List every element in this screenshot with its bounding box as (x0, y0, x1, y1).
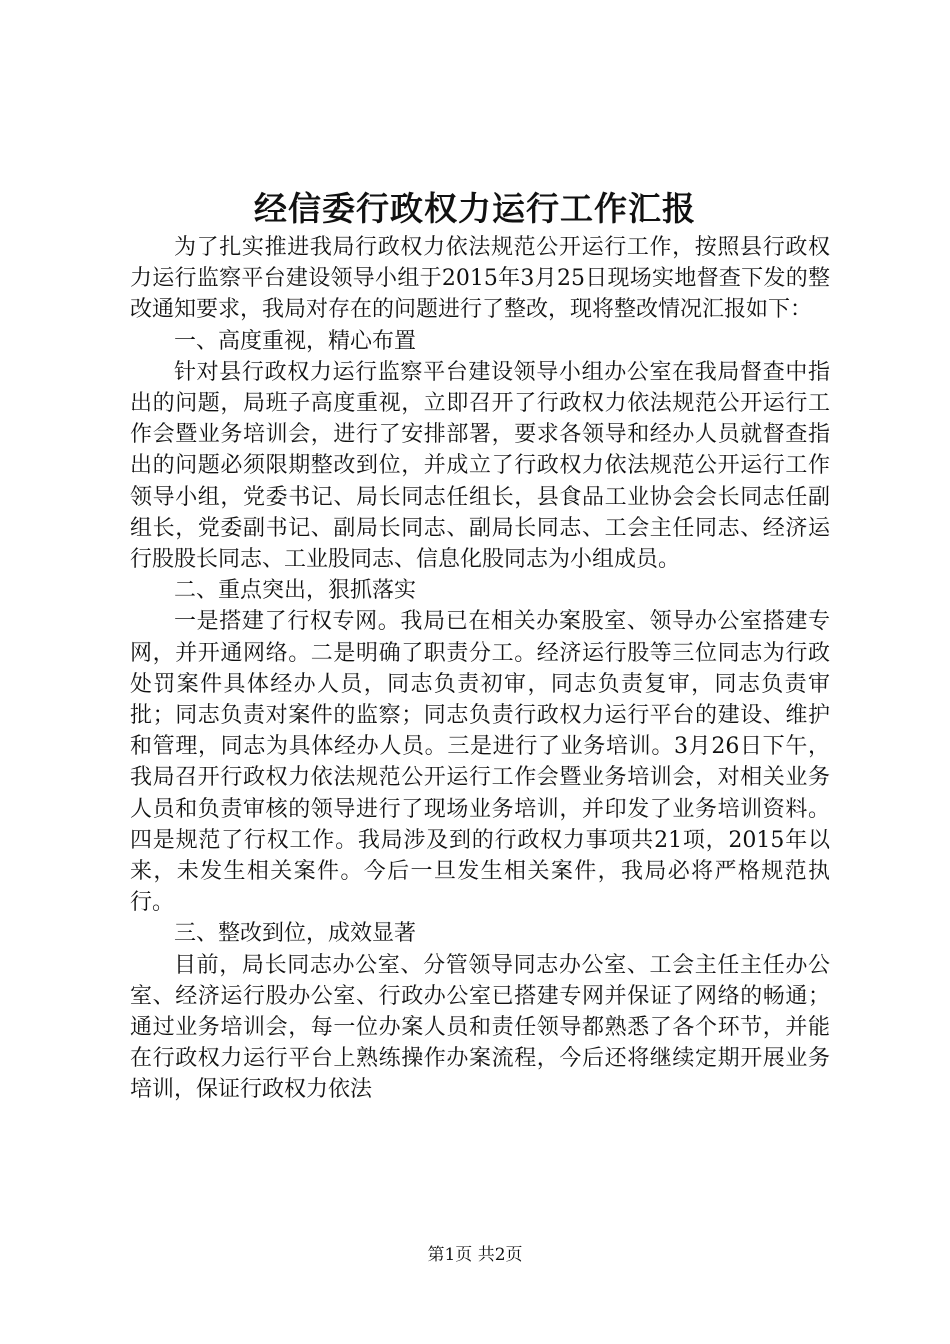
section-heading-3: 三、整改到位，成效显著 (174, 921, 417, 947)
page-number-footer: 第1页 共2页 (427, 1245, 523, 1265)
section-heading-1: 一、高度重视，精心布置 (174, 328, 417, 354)
paragraph-section-2: 一是搭建了行权专网。我局已在相关办案股室、领导办公室搭建专网，并开通网络。二是明确了职责分工。经济运行股等三位同志为行政处罚案件具体经办人员，同志负责初审，同志负责复审，同志负责审批；同志负责对案件的监察；同志负责行政权力运行平台的建设、维护和管理，同志为具体经办人员。三是进行了业务培训。3月26日下午，我局召开行政权力依法规范公开运行工作会暨业务培训会，对相关业务人员和负责审核的领导进行了现场业务培训，并印发了业务培训资料。四是规范了行权工作。我局涉及到的行政权力事项共21项，2015年以来，未发生相关案件。今后一旦发生相关案件，我局必将严格规范执行。 (130, 609, 830, 916)
paragraph-section-3: 目前，局长同志办公室、分管领导同志办公室、工会主任主任办公室、经济运行股办公室、行政办公室已搭建专网并保证了网络的畅通；通过业务培训会，每一位办案人员和责任领导都熟悉了各个环节，并能在行政权力运行平台上熟练操作办案流程，今后还将继续定期开展业务培训，保证行政权力依法 (130, 952, 830, 1103)
document-body (130, 232, 830, 1106)
paragraph-intro: 为了扎实推进我局行政权力依法规范公开运行工作，按照县行政权力运行监察平台建设领导小组于2015年3月25日现场实地督查下发的整改通知要求，我局对存在的问题进行了整改，现将整改情况汇报如下： (130, 235, 830, 323)
document-title: 经信委行政权力运行工作汇报 (254, 189, 696, 228)
paragraph-section-1: 针对县行政权力运行监察平台建设领导小组办公室在我局督查中指出的问题，局班子高度重视，立即召开了行政权力依法规范公开运行工作会暨业务培训会，进行了安排部署，要求各领导和经办人员就督查指出的问题必须限期整改到位，并成立了行政权力依法规范公开运行工作领导小组，党委书记、局长同志任组长，县食品工业协会会长同志任副组长，党委副书记、副局长同志、副局长同志、工会主任同志、经济运行股股长同志、工业股同志、信息化股同志为小组成员。 (130, 359, 830, 573)
section-heading-2: 二、重点突出，狠抓落实 (174, 578, 417, 604)
